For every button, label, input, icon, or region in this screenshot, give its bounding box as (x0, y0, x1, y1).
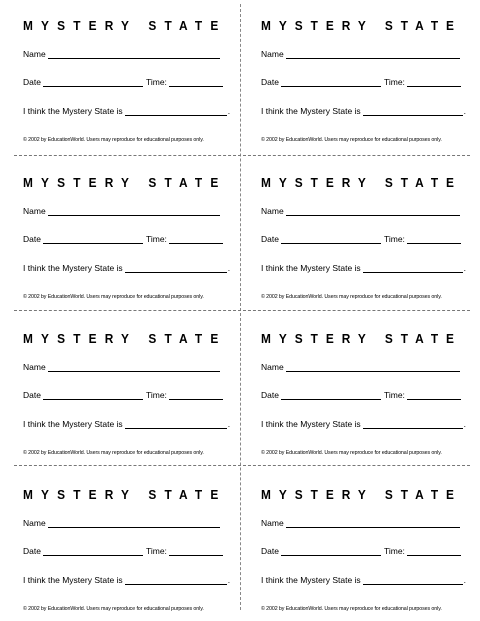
date-label: Date (261, 546, 279, 556)
guess-blank[interactable] (363, 418, 463, 429)
date-time-row (23, 386, 240, 400)
date-blank[interactable] (281, 76, 381, 87)
time-blank[interactable] (407, 545, 461, 556)
guess-period: . (463, 575, 466, 585)
copyright-notice: © 2002 by EducationWorld. Users may reproduce for educational purposes only. (261, 450, 442, 456)
card-title: MYSTERY STATE (261, 19, 462, 33)
card-title: MYSTERY STATE (261, 332, 462, 346)
time-label: Time: (145, 390, 167, 400)
guess-blank[interactable] (363, 262, 463, 273)
date-blank[interactable] (281, 545, 381, 556)
time-label: Time: (383, 390, 405, 400)
copyright-notice: © 2002 by EducationWorld. Users may reproduce for educational purposes only. (23, 606, 204, 612)
time-label: Time: (383, 234, 405, 244)
guess-label: I think the Mystery State is (23, 419, 123, 429)
guess-period: . (463, 419, 466, 429)
name-blank[interactable] (48, 517, 220, 528)
guess-label: I think the Mystery State is (23, 575, 123, 585)
guess-blank[interactable] (125, 105, 227, 116)
guess-label: I think the Mystery State is (261, 575, 361, 585)
card-title: MYSTERY STATE (23, 176, 227, 190)
guess-label: I think the Mystery State is (23, 263, 123, 273)
name-row (23, 514, 240, 528)
date-time-row (261, 386, 466, 400)
guess-period: . (227, 263, 231, 273)
date-label: Date (23, 77, 41, 87)
guess-row (23, 102, 240, 116)
date-blank[interactable] (43, 76, 143, 87)
name-row (261, 202, 466, 216)
guess-label: I think the Mystery State is (23, 106, 123, 116)
name-label: Name (261, 206, 284, 216)
guess-label: I think the Mystery State is (261, 419, 361, 429)
name-blank[interactable] (48, 48, 220, 59)
mystery-state-card (18, 313, 240, 456)
guess-label: I think the Mystery State is (261, 263, 361, 273)
name-row (23, 358, 240, 372)
mystery-state-card (256, 313, 466, 456)
date-label: Date (23, 234, 41, 244)
guess-blank[interactable] (125, 574, 227, 585)
date-blank[interactable] (43, 233, 143, 244)
time-blank[interactable] (407, 76, 461, 87)
name-blank[interactable] (48, 205, 220, 216)
name-label: Name (23, 518, 46, 528)
name-blank[interactable] (286, 517, 460, 528)
copyright-notice: © 2002 by EducationWorld. Users may reproduce for educational purposes only. (23, 294, 204, 300)
copyright-notice: © 2002 by EducationWorld. Users may reproduce for educational purposes only. (261, 294, 442, 300)
date-time-row (23, 73, 240, 87)
guess-label: I think the Mystery State is (261, 106, 361, 116)
time-blank[interactable] (169, 76, 223, 87)
guess-row (23, 259, 240, 273)
mystery-state-card (256, 469, 466, 612)
name-label: Name (23, 362, 46, 372)
card-title: MYSTERY STATE (261, 176, 462, 190)
guess-row (261, 259, 466, 273)
name-blank[interactable] (48, 361, 220, 372)
time-blank[interactable] (407, 233, 461, 244)
date-blank[interactable] (43, 389, 143, 400)
guess-row (261, 102, 466, 116)
time-label: Time: (145, 234, 167, 244)
name-label: Name (261, 362, 284, 372)
guess-period: . (463, 106, 466, 116)
date-blank[interactable] (281, 389, 381, 400)
time-label: Time: (145, 77, 167, 87)
guess-row (261, 571, 466, 585)
horizontal-cut-line (14, 465, 470, 466)
name-label: Name (23, 206, 46, 216)
name-row (23, 45, 240, 59)
time-label: Time: (145, 546, 167, 556)
horizontal-cut-line (14, 310, 470, 311)
guess-blank[interactable] (125, 262, 227, 273)
mystery-state-card (18, 469, 240, 612)
card-title: MYSTERY STATE (261, 488, 462, 502)
date-time-row (261, 542, 466, 556)
name-blank[interactable] (286, 361, 460, 372)
guess-row (23, 571, 240, 585)
copyright-notice: © 2002 by EducationWorld. Users may reproduce for educational purposes only. (261, 606, 442, 612)
guess-period: . (463, 263, 466, 273)
date-label: Date (261, 234, 279, 244)
name-label: Name (261, 49, 284, 59)
date-time-row (23, 542, 240, 556)
name-row (23, 202, 240, 216)
time-blank[interactable] (169, 389, 223, 400)
time-label: Time: (383, 546, 405, 556)
name-row (261, 514, 466, 528)
date-label: Date (261, 390, 279, 400)
mystery-state-card (256, 157, 466, 300)
guess-period: . (227, 419, 231, 429)
card-title: MYSTERY STATE (23, 488, 227, 502)
mystery-state-card (18, 157, 240, 300)
date-time-row (261, 230, 466, 244)
date-time-row (261, 73, 466, 87)
horizontal-cut-line (14, 155, 470, 156)
vertical-cut-line (240, 4, 241, 610)
name-row (261, 45, 466, 59)
date-label: Date (261, 77, 279, 87)
date-blank[interactable] (281, 233, 381, 244)
card-title: MYSTERY STATE (23, 332, 227, 346)
name-label: Name (261, 518, 284, 528)
date-time-row (23, 230, 240, 244)
name-blank[interactable] (286, 205, 460, 216)
copyright-notice: © 2002 by EducationWorld. Users may reproduce for educational purposes only. (23, 137, 204, 143)
mystery-state-card (18, 0, 240, 143)
guess-period: . (227, 106, 231, 116)
time-blank[interactable] (407, 389, 461, 400)
guess-blank[interactable] (363, 574, 463, 585)
card-title: MYSTERY STATE (23, 19, 227, 33)
mystery-state-card (256, 0, 466, 143)
guess-row (261, 415, 466, 429)
time-blank[interactable] (169, 233, 223, 244)
date-label: Date (23, 546, 41, 556)
guess-blank[interactable] (363, 105, 463, 116)
time-blank[interactable] (169, 545, 223, 556)
date-blank[interactable] (43, 545, 143, 556)
name-label: Name (23, 49, 46, 59)
guess-row (23, 415, 240, 429)
copyright-notice: © 2002 by EducationWorld. Users may reproduce for educational purposes only. (23, 450, 204, 456)
guess-period: . (227, 575, 231, 585)
guess-blank[interactable] (125, 418, 227, 429)
name-row (261, 358, 466, 372)
time-label: Time: (383, 77, 405, 87)
date-label: Date (23, 390, 41, 400)
copyright-notice: © 2002 by EducationWorld. Users may reproduce for educational purposes only. (261, 137, 442, 143)
name-blank[interactable] (286, 48, 460, 59)
